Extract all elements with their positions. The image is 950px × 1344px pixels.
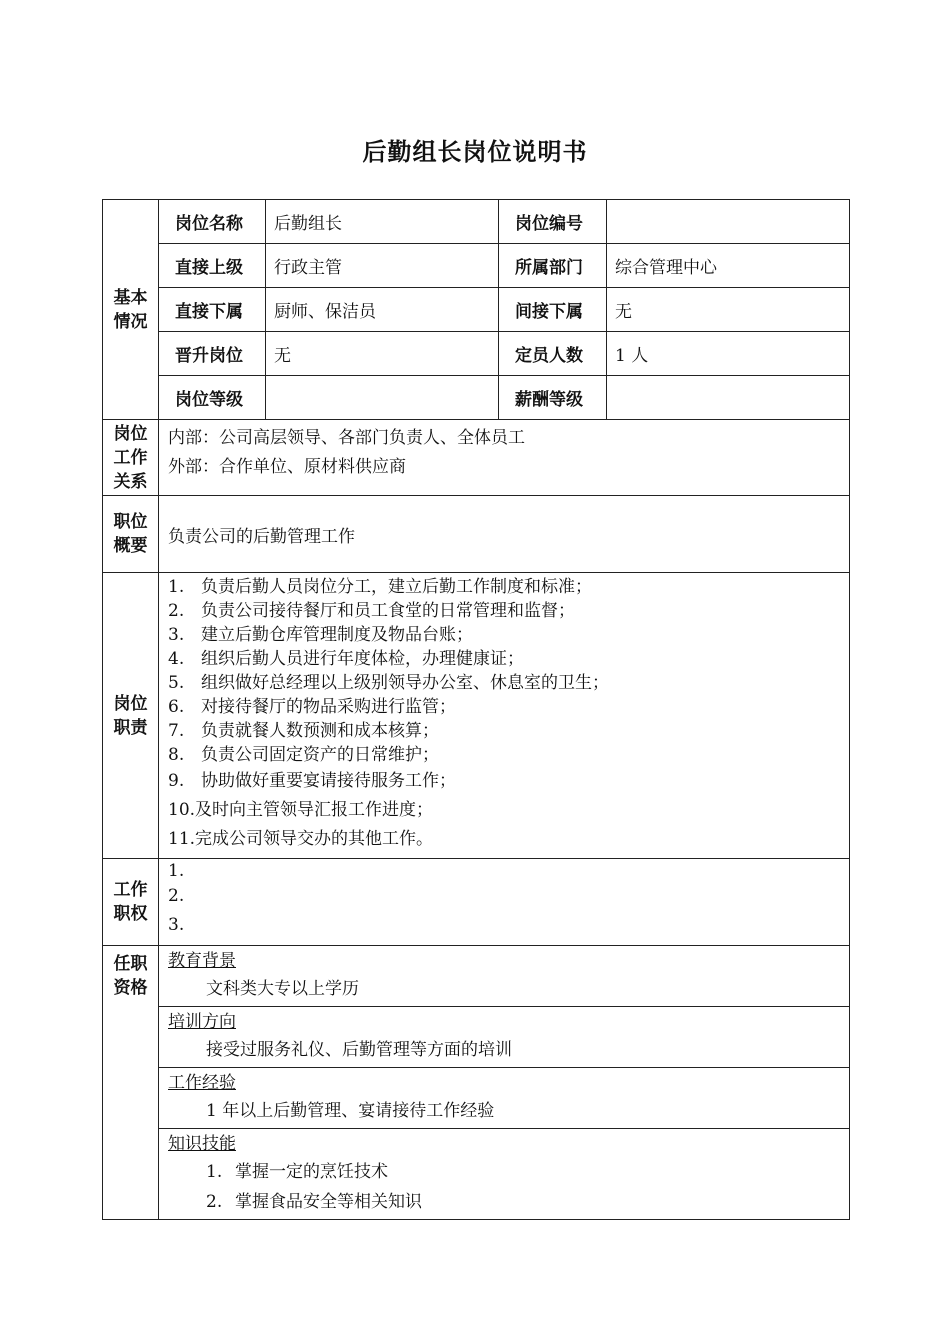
list-item-number: 1.	[206, 1162, 223, 1182]
value-direct-subordinate: 厨师、保洁员	[266, 288, 499, 332]
basic-row	[103, 288, 850, 332]
list-item-text: 对接待餐厅的物品采购进行监管；	[201, 697, 456, 717]
label-direct-superior: 直接上级	[159, 244, 266, 288]
experience-heading: 工作经验	[168, 1073, 236, 1093]
skills-heading: 知识技能	[168, 1134, 236, 1154]
job-description-table	[102, 199, 850, 1220]
list-item-number: 1.	[168, 577, 185, 597]
list-item-text: 负责就餐人数预测和成本核算；	[201, 721, 439, 741]
value-position-code	[607, 200, 850, 244]
list-item	[168, 719, 840, 743]
list-item-number: 6.	[168, 697, 185, 717]
list-item-text: 建立后勤仓库管理制度及物品台账；	[201, 625, 473, 645]
duties-row	[103, 573, 850, 859]
label-position-code: 岗位编号	[499, 200, 607, 244]
list-item-number: 9.	[168, 771, 185, 791]
list-item-number: 10.	[168, 800, 196, 820]
experience-text: 1 年以上后勤管理、宴请接待工作经验	[206, 1101, 495, 1121]
value-position-name: 后勤组长	[266, 200, 499, 244]
authority-row	[103, 859, 850, 946]
basic-row	[103, 244, 850, 288]
list-item	[168, 575, 840, 599]
relations-section-label	[103, 420, 159, 496]
list-item	[168, 796, 840, 825]
value-indirect-subordinate: 无	[607, 288, 850, 332]
value-position-level	[266, 376, 499, 420]
list-item-text: 完成公司领导交办的其他工作。	[195, 829, 434, 849]
list-item-number: 2.	[206, 1192, 223, 1212]
list-item	[168, 825, 840, 854]
list-item-number: 4.	[168, 649, 185, 669]
label-direct-subordinate: 直接下属	[159, 288, 266, 332]
value-salary-level	[607, 376, 850, 420]
experience-block	[159, 1068, 850, 1129]
list-item	[168, 767, 840, 796]
list-item	[168, 1157, 840, 1187]
summary-section-label	[103, 496, 159, 573]
label-position-level: 岗位等级	[159, 376, 266, 420]
relation-internal: 内部：公司高层领导、各部门负责人、全体员工	[168, 428, 525, 448]
duties-section-label	[103, 573, 159, 859]
authority-section-text: 工作职权	[113, 880, 148, 924]
list-item-text: 组织做好总经理以上级别领导办公室、休息室的卫生；	[201, 673, 609, 693]
document-title: 后勤组长岗位说明书	[362, 137, 588, 166]
authority-list	[159, 859, 850, 946]
qualification-section-label	[103, 946, 159, 1220]
list-item	[168, 599, 840, 623]
value-direct-superior: 行政主管	[266, 244, 499, 288]
qualification-row	[103, 1068, 850, 1129]
list-item	[168, 671, 840, 695]
basic-section-label	[103, 200, 159, 420]
basic-section-text: 基本情况	[113, 287, 148, 332]
training-block	[159, 1007, 850, 1068]
list-item	[168, 647, 840, 671]
list-item-number: 7.	[168, 721, 185, 741]
list-item-text: 负责后勤人员岗位分工，建立后勤工作制度和标准；	[201, 577, 592, 597]
list-item-text: 及时向主管领导汇报工作进度；	[195, 800, 434, 820]
education-block	[159, 946, 850, 1007]
summary-row	[103, 496, 850, 573]
basic-row	[103, 332, 850, 376]
list-item	[168, 743, 840, 767]
duties-list	[159, 573, 850, 859]
list-item: 3.	[168, 915, 185, 935]
list-item-number: 8.	[168, 745, 185, 765]
basic-row	[103, 376, 850, 420]
list-item: 2.	[168, 886, 185, 906]
list-item: 1.	[168, 861, 185, 881]
relation-external: 外部：合作单位、原材料供应商	[168, 457, 406, 477]
value-headcount: 1 人	[607, 332, 850, 376]
value-promotion: 无	[266, 332, 499, 376]
list-item-number: 3.	[168, 625, 185, 645]
label-department: 所属部门	[499, 244, 607, 288]
qualification-section-text: 任职资格	[113, 954, 148, 998]
skills-block	[159, 1129, 850, 1220]
list-item-number: 2.	[168, 601, 185, 621]
list-item-text: 协助做好重要宴请接待服务工作；	[201, 771, 456, 791]
label-headcount: 定员人数	[499, 332, 607, 376]
summary-text: 负责公司的后勤管理工作	[159, 496, 850, 573]
list-item-number: 11.	[168, 829, 196, 849]
list-item	[168, 695, 840, 719]
list-item-text: 掌握食品安全等相关知识	[235, 1192, 422, 1212]
qualification-row	[103, 1129, 850, 1220]
education-heading: 教育背景	[168, 951, 236, 971]
list-item-text: 掌握一定的烹饪技术	[235, 1162, 388, 1182]
relations-content	[159, 420, 850, 496]
summary-section-text: 职位概要	[113, 512, 148, 556]
qualification-row	[103, 946, 850, 1007]
training-heading: 培训方向	[168, 1012, 236, 1032]
list-item-text: 负责公司固定资产的日常维护；	[201, 745, 439, 765]
authority-section-label	[103, 859, 159, 946]
label-position-name: 岗位名称	[159, 200, 266, 244]
education-text: 文科类大专以上学历	[206, 979, 359, 999]
basic-row	[103, 200, 850, 244]
relations-row	[103, 420, 850, 496]
list-item-text: 组织后勤人员进行年度体检，办理健康证；	[201, 649, 524, 669]
list-item-number: 5.	[168, 673, 185, 693]
duties-section-text: 岗位职责	[113, 693, 148, 738]
training-text: 接受过服务礼仪、后勤管理等方面的培训	[206, 1040, 512, 1060]
list-item	[168, 623, 840, 647]
list-item-text: 负责公司接待餐厅和员工食堂的日常管理和监督；	[201, 601, 575, 621]
label-salary-level: 薪酬等级	[499, 376, 607, 420]
value-department: 综合管理中心	[607, 244, 850, 288]
label-indirect-subordinate: 间接下属	[499, 288, 607, 332]
label-promotion: 晋升岗位	[159, 332, 266, 376]
list-item	[168, 1187, 840, 1217]
qualification-row	[103, 1007, 850, 1068]
relations-section-text: 岗位工作关系	[113, 423, 148, 492]
